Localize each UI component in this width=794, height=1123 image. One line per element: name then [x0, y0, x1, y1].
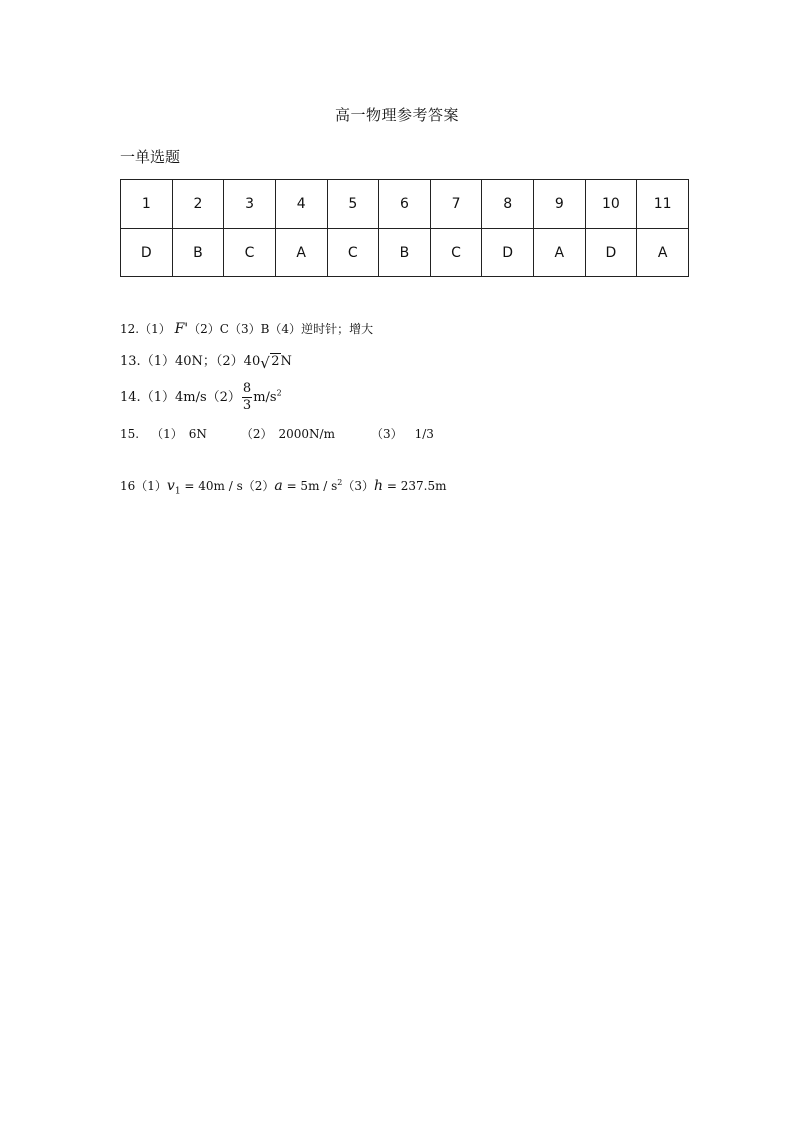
answer-table [120, 179, 689, 277]
answer-cell: D [121, 229, 173, 277]
part-label: （2） [242, 479, 275, 493]
page-title: 高一物理参考答案 [334, 106, 459, 124]
part-label: （3） [370, 427, 403, 441]
question-number-cell: 10 [585, 180, 637, 229]
unit: N [280, 354, 292, 369]
answer-cell: D [482, 229, 534, 277]
question-number-cell: 1 [121, 180, 173, 229]
radical-sign-icon: √ [260, 354, 270, 372]
question-label: 13. [120, 354, 141, 369]
answer-cell: C [327, 229, 379, 277]
fraction-denominator: 3 [242, 398, 252, 413]
question-number-cell: 8 [482, 180, 534, 229]
answer-cell: C [430, 229, 482, 277]
answer-cell: D [585, 229, 637, 277]
question-number-cell: 2 [172, 180, 224, 229]
part-label: （2） [240, 427, 273, 441]
answer-line-15 [120, 425, 434, 442]
variable: a [274, 478, 283, 494]
question-label: 15. [120, 427, 140, 441]
answer-line-13 [120, 350, 292, 372]
answer-value: = 5m / s [282, 479, 338, 493]
part-label: （1） [135, 479, 167, 493]
question-label: 14. [120, 390, 141, 405]
question-number-cell: 7 [430, 180, 482, 229]
part-label: （1） [139, 322, 171, 336]
unit: m/s [253, 390, 277, 405]
exponent: 2 [276, 388, 282, 398]
answer-cell: C [224, 229, 276, 277]
fraction-numerator: 8 [242, 381, 252, 396]
answer-line-14 [120, 381, 282, 414]
part-label: （2） [206, 390, 241, 405]
answer-value: 40N； [174, 354, 216, 369]
answer-value: 逆时针；增大 [301, 322, 374, 336]
part-label: （1） [140, 354, 175, 369]
answer-value: F' [174, 321, 189, 337]
answer-row [121, 229, 689, 277]
answer-value: C [219, 322, 229, 336]
part-label: （3） [228, 322, 261, 336]
section-title: 一单选题 [120, 148, 181, 166]
question-label: 12. [120, 322, 140, 336]
part-label: （1） [151, 427, 183, 441]
part-label: （3） [342, 479, 375, 493]
question-number-cell: 5 [327, 180, 379, 229]
answer-value: 1/3 [414, 427, 434, 441]
answer-value: 40 [243, 354, 261, 369]
answer-value: 2000N/m [278, 427, 335, 441]
question-number-cell: 11 [637, 180, 689, 229]
answer-value: 6N [188, 427, 207, 441]
question-number-cell: 3 [224, 180, 276, 229]
question-number-row [121, 180, 689, 229]
variable: h [374, 478, 384, 494]
answer-cell: A [534, 229, 586, 277]
question-number-cell: 9 [534, 180, 586, 229]
answer-cell: B [379, 229, 431, 277]
question-number-cell: 4 [275, 180, 327, 229]
answer-value: B [260, 322, 270, 336]
square-root [260, 354, 280, 372]
variable: v [166, 478, 175, 494]
answer-cell: A [275, 229, 327, 277]
answer-line-12 [120, 320, 373, 337]
answer-cell: A [637, 229, 689, 277]
part-label: （4） [269, 322, 302, 336]
answer-cell: B [172, 229, 224, 277]
answer-line-16 [120, 477, 446, 496]
part-label: （1） [140, 390, 175, 405]
question-number-cell: 6 [379, 180, 431, 229]
exponent: 2 [337, 478, 343, 487]
answer-value: 4m/s [174, 390, 207, 405]
answer-value: = 237.5m [383, 479, 447, 493]
radicand: 2 [271, 354, 280, 369]
answer-value: = 40m / s [180, 479, 243, 493]
fraction [242, 381, 252, 414]
question-label: 16 [120, 479, 136, 493]
part-label: （2） [215, 354, 244, 369]
part-label: （2） [188, 322, 220, 336]
subscript: 1 [174, 486, 181, 497]
